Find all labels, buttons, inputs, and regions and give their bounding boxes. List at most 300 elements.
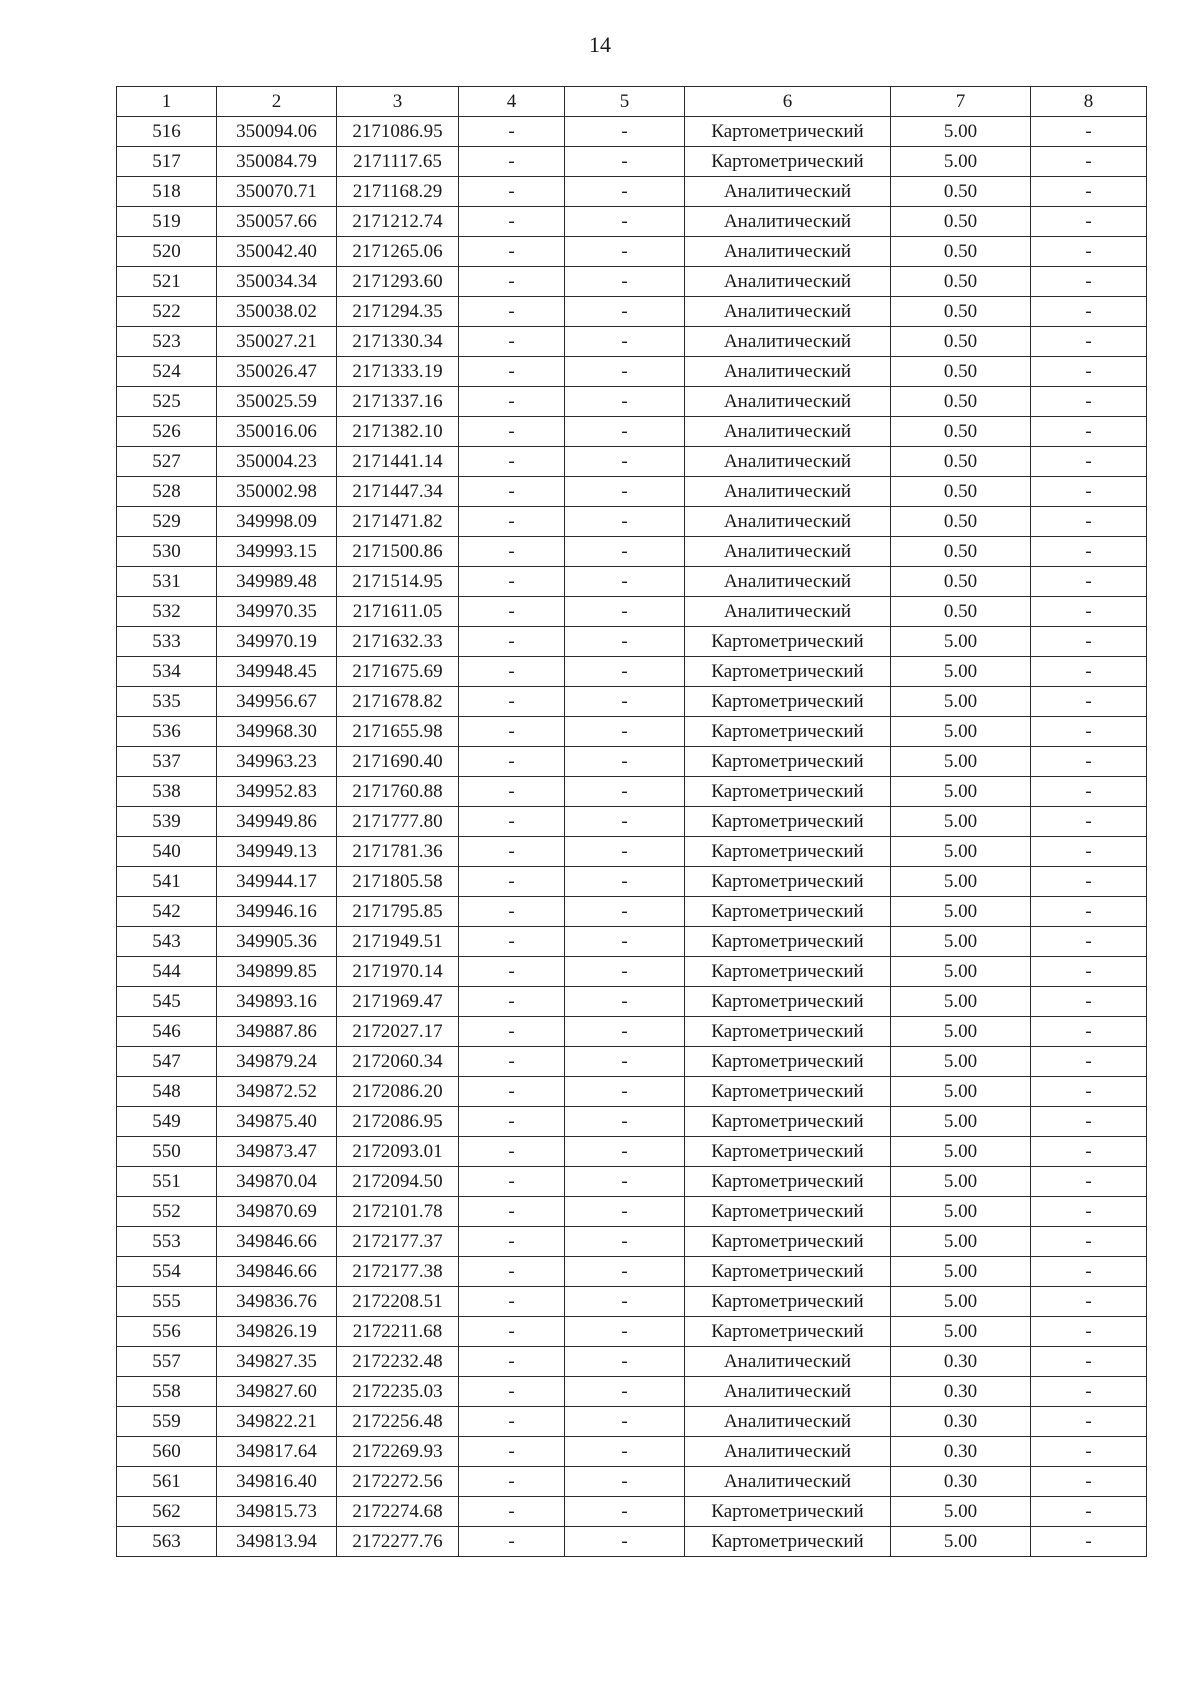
x-coordinate-cell: 350025.59 xyxy=(217,387,337,417)
accuracy-cell: 5.00 xyxy=(891,927,1031,957)
x-coordinate-cell: 349944.17 xyxy=(217,867,337,897)
table-row xyxy=(117,417,1147,447)
column-8-cell: - xyxy=(1031,147,1147,177)
table-row xyxy=(117,717,1147,747)
accuracy-cell: 0.50 xyxy=(891,267,1031,297)
column-4-cell: - xyxy=(459,417,565,447)
method-cell: Картометрический xyxy=(685,987,891,1017)
column-8-cell: - xyxy=(1031,777,1147,807)
column-8-cell: - xyxy=(1031,1107,1147,1137)
method-cell: Аналитический xyxy=(685,327,891,357)
accuracy-cell: 5.00 xyxy=(891,1227,1031,1257)
table-row xyxy=(117,867,1147,897)
x-coordinate-cell: 350094.06 xyxy=(217,117,337,147)
column-8-cell: - xyxy=(1031,897,1147,927)
method-cell: Картометрический xyxy=(685,1077,891,1107)
accuracy-cell: 5.00 xyxy=(891,897,1031,927)
x-coordinate-cell: 349846.66 xyxy=(217,1227,337,1257)
column-4-cell: - xyxy=(459,927,565,957)
x-coordinate-cell: 349827.60 xyxy=(217,1377,337,1407)
table-row xyxy=(117,447,1147,477)
column-5-cell: - xyxy=(565,297,685,327)
column-5-cell: - xyxy=(565,1287,685,1317)
column-8-cell: - xyxy=(1031,1527,1147,1557)
point-number-cell: 533 xyxy=(117,627,217,657)
column-4-cell: - xyxy=(459,147,565,177)
y-coordinate-cell: 2172208.51 xyxy=(337,1287,459,1317)
point-number-cell: 551 xyxy=(117,1167,217,1197)
accuracy-cell: 0.50 xyxy=(891,567,1031,597)
method-cell: Аналитический xyxy=(685,237,891,267)
column-4-cell: - xyxy=(459,357,565,387)
column-4-cell: - xyxy=(459,207,565,237)
x-coordinate-cell: 349870.04 xyxy=(217,1167,337,1197)
point-number-cell: 540 xyxy=(117,837,217,867)
column-8-cell: - xyxy=(1031,327,1147,357)
table-row xyxy=(117,927,1147,957)
accuracy-cell: 0.50 xyxy=(891,237,1031,267)
point-number-cell: 539 xyxy=(117,807,217,837)
method-cell: Аналитический xyxy=(685,267,891,297)
y-coordinate-cell: 2172060.34 xyxy=(337,1047,459,1077)
point-number-cell: 518 xyxy=(117,177,217,207)
table-row xyxy=(117,237,1147,267)
point-number-cell: 520 xyxy=(117,237,217,267)
column-8-cell: - xyxy=(1031,747,1147,777)
column-5-cell: - xyxy=(565,1437,685,1467)
table-row xyxy=(117,207,1147,237)
accuracy-cell: 0.30 xyxy=(891,1347,1031,1377)
x-coordinate-cell: 349998.09 xyxy=(217,507,337,537)
column-8-cell: - xyxy=(1031,927,1147,957)
x-coordinate-cell: 349905.36 xyxy=(217,927,337,957)
point-number-cell: 526 xyxy=(117,417,217,447)
column-8-cell: - xyxy=(1031,837,1147,867)
table-row xyxy=(117,1107,1147,1137)
table-row xyxy=(117,597,1147,627)
column-5-cell: - xyxy=(565,507,685,537)
method-cell: Аналитический xyxy=(685,507,891,537)
x-coordinate-cell: 349813.94 xyxy=(217,1527,337,1557)
column-8-cell: - xyxy=(1031,1437,1147,1467)
point-number-cell: 558 xyxy=(117,1377,217,1407)
x-coordinate-cell: 349815.73 xyxy=(217,1497,337,1527)
column-5-cell: - xyxy=(565,1257,685,1287)
method-cell: Картометрический xyxy=(685,117,891,147)
column-8-cell: - xyxy=(1031,357,1147,387)
x-coordinate-cell: 349875.40 xyxy=(217,1107,337,1137)
x-coordinate-cell: 349816.40 xyxy=(217,1467,337,1497)
column-8-cell: - xyxy=(1031,1257,1147,1287)
table-row xyxy=(117,1467,1147,1497)
column-4-cell: - xyxy=(459,237,565,267)
column-4-cell: - xyxy=(459,837,565,867)
table-row xyxy=(117,1527,1147,1557)
point-number-cell: 556 xyxy=(117,1317,217,1347)
accuracy-cell: 5.00 xyxy=(891,837,1031,867)
x-coordinate-cell: 350004.23 xyxy=(217,447,337,477)
x-coordinate-cell: 350027.21 xyxy=(217,327,337,357)
y-coordinate-cell: 2171514.95 xyxy=(337,567,459,597)
point-number-cell: 550 xyxy=(117,1137,217,1167)
column-4-cell: - xyxy=(459,1377,565,1407)
method-cell: Картометрический xyxy=(685,1197,891,1227)
y-coordinate-cell: 2171675.69 xyxy=(337,657,459,687)
y-coordinate-cell: 2171970.14 xyxy=(337,957,459,987)
y-coordinate-cell: 2172086.20 xyxy=(337,1077,459,1107)
column-4-cell: - xyxy=(459,1257,565,1287)
column-8-cell: - xyxy=(1031,1227,1147,1257)
column-8-cell: - xyxy=(1031,1047,1147,1077)
column-4-cell: - xyxy=(459,177,565,207)
column-4-cell: - xyxy=(459,1287,565,1317)
column-8-cell: - xyxy=(1031,1497,1147,1527)
point-number-cell: 549 xyxy=(117,1107,217,1137)
column-4-cell: - xyxy=(459,1437,565,1467)
point-number-cell: 548 xyxy=(117,1077,217,1107)
method-cell: Картометрический xyxy=(685,1047,891,1077)
column-4-cell: - xyxy=(459,597,565,627)
column-4-cell: - xyxy=(459,447,565,477)
column-header: 5 xyxy=(565,87,685,117)
x-coordinate-cell: 349879.24 xyxy=(217,1047,337,1077)
method-cell: Картометрический xyxy=(685,897,891,927)
y-coordinate-cell: 2171805.58 xyxy=(337,867,459,897)
column-5-cell: - xyxy=(565,267,685,297)
y-coordinate-cell: 2172232.48 xyxy=(337,1347,459,1377)
y-coordinate-cell: 2171293.60 xyxy=(337,267,459,297)
point-number-cell: 516 xyxy=(117,117,217,147)
method-cell: Аналитический xyxy=(685,297,891,327)
column-5-cell: - xyxy=(565,1107,685,1137)
y-coordinate-cell: 2171969.47 xyxy=(337,987,459,1017)
column-8-cell: - xyxy=(1031,957,1147,987)
point-number-cell: 559 xyxy=(117,1407,217,1437)
column-8-cell: - xyxy=(1031,267,1147,297)
y-coordinate-cell: 2171265.06 xyxy=(337,237,459,267)
y-coordinate-cell: 2172177.37 xyxy=(337,1227,459,1257)
x-coordinate-cell: 349887.86 xyxy=(217,1017,337,1047)
x-coordinate-cell: 349993.15 xyxy=(217,537,337,567)
y-coordinate-cell: 2171330.34 xyxy=(337,327,459,357)
table-row xyxy=(117,1167,1147,1197)
accuracy-cell: 5.00 xyxy=(891,777,1031,807)
point-number-cell: 560 xyxy=(117,1437,217,1467)
column-header: 4 xyxy=(459,87,565,117)
accuracy-cell: 0.50 xyxy=(891,387,1031,417)
x-coordinate-cell: 349822.21 xyxy=(217,1407,337,1437)
x-coordinate-cell: 349949.13 xyxy=(217,837,337,867)
table-row xyxy=(117,1407,1147,1437)
method-cell: Картометрический xyxy=(685,1227,891,1257)
column-5-cell: - xyxy=(565,747,685,777)
column-8-cell: - xyxy=(1031,387,1147,417)
accuracy-cell: 5.00 xyxy=(891,1197,1031,1227)
point-number-cell: 525 xyxy=(117,387,217,417)
table-row xyxy=(117,957,1147,987)
y-coordinate-cell: 2171333.19 xyxy=(337,357,459,387)
y-coordinate-cell: 2171337.16 xyxy=(337,387,459,417)
table-row xyxy=(117,267,1147,297)
accuracy-cell: 5.00 xyxy=(891,1497,1031,1527)
method-cell: Аналитический xyxy=(685,567,891,597)
x-coordinate-cell: 349870.69 xyxy=(217,1197,337,1227)
column-4-cell: - xyxy=(459,1497,565,1527)
column-4-cell: - xyxy=(459,537,565,567)
x-coordinate-cell: 349946.16 xyxy=(217,897,337,927)
point-number-cell: 530 xyxy=(117,537,217,567)
column-5-cell: - xyxy=(565,1047,685,1077)
accuracy-cell: 5.00 xyxy=(891,987,1031,1017)
point-number-cell: 529 xyxy=(117,507,217,537)
column-8-cell: - xyxy=(1031,1137,1147,1167)
column-header: 3 xyxy=(337,87,459,117)
point-number-cell: 531 xyxy=(117,567,217,597)
column-8-cell: - xyxy=(1031,237,1147,267)
accuracy-cell: 5.00 xyxy=(891,687,1031,717)
y-coordinate-cell: 2171447.34 xyxy=(337,477,459,507)
y-coordinate-cell: 2172277.76 xyxy=(337,1527,459,1557)
column-5-cell: - xyxy=(565,657,685,687)
accuracy-cell: 0.50 xyxy=(891,357,1031,387)
table-row xyxy=(117,147,1147,177)
column-5-cell: - xyxy=(565,177,685,207)
table-row xyxy=(117,117,1147,147)
column-5-cell: - xyxy=(565,1317,685,1347)
point-number-cell: 538 xyxy=(117,777,217,807)
x-coordinate-cell: 350057.66 xyxy=(217,207,337,237)
method-cell: Аналитический xyxy=(685,537,891,567)
column-8-cell: - xyxy=(1031,807,1147,837)
y-coordinate-cell: 2172101.78 xyxy=(337,1197,459,1227)
table-row xyxy=(117,657,1147,687)
column-4-cell: - xyxy=(459,297,565,327)
x-coordinate-cell: 349826.19 xyxy=(217,1317,337,1347)
column-5-cell: - xyxy=(565,1017,685,1047)
x-coordinate-cell: 349817.64 xyxy=(217,1437,337,1467)
accuracy-cell: 0.50 xyxy=(891,297,1031,327)
column-8-cell: - xyxy=(1031,717,1147,747)
column-5-cell: - xyxy=(565,927,685,957)
x-coordinate-cell: 349970.19 xyxy=(217,627,337,657)
accuracy-cell: 0.50 xyxy=(891,327,1031,357)
point-number-cell: 535 xyxy=(117,687,217,717)
column-4-cell: - xyxy=(459,1017,565,1047)
accuracy-cell: 5.00 xyxy=(891,1017,1031,1047)
column-4-cell: - xyxy=(459,657,565,687)
table-row xyxy=(117,1437,1147,1467)
y-coordinate-cell: 2171795.85 xyxy=(337,897,459,927)
method-cell: Картометрический xyxy=(685,957,891,987)
method-cell: Аналитический xyxy=(685,387,891,417)
x-coordinate-cell: 350034.34 xyxy=(217,267,337,297)
method-cell: Картометрический xyxy=(685,807,891,837)
column-8-cell: - xyxy=(1031,687,1147,717)
table-row xyxy=(117,477,1147,507)
column-4-cell: - xyxy=(459,117,565,147)
y-coordinate-cell: 2171471.82 xyxy=(337,507,459,537)
method-cell: Картометрический xyxy=(685,777,891,807)
column-8-cell: - xyxy=(1031,1077,1147,1107)
method-cell: Картометрический xyxy=(685,867,891,897)
y-coordinate-cell: 2171949.51 xyxy=(337,927,459,957)
accuracy-cell: 5.00 xyxy=(891,1077,1031,1107)
column-4-cell: - xyxy=(459,1077,565,1107)
method-cell: Картометрический xyxy=(685,1137,891,1167)
x-coordinate-cell: 349956.67 xyxy=(217,687,337,717)
method-cell: Аналитический xyxy=(685,1467,891,1497)
x-coordinate-cell: 350084.79 xyxy=(217,147,337,177)
column-5-cell: - xyxy=(565,1527,685,1557)
method-cell: Картометрический xyxy=(685,1257,891,1287)
column-5-cell: - xyxy=(565,1497,685,1527)
accuracy-cell: 5.00 xyxy=(891,1317,1031,1347)
x-coordinate-cell: 350038.02 xyxy=(217,297,337,327)
table-body xyxy=(117,117,1147,1557)
table-row xyxy=(117,1077,1147,1107)
column-5-cell: - xyxy=(565,387,685,417)
column-5-cell: - xyxy=(565,117,685,147)
x-coordinate-cell: 350026.47 xyxy=(217,357,337,387)
method-cell: Картометрический xyxy=(685,837,891,867)
y-coordinate-cell: 2171168.29 xyxy=(337,177,459,207)
accuracy-cell: 5.00 xyxy=(891,1167,1031,1197)
point-number-cell: 534 xyxy=(117,657,217,687)
column-8-cell: - xyxy=(1031,867,1147,897)
table-row xyxy=(117,1377,1147,1407)
column-8-cell: - xyxy=(1031,177,1147,207)
column-5-cell: - xyxy=(565,807,685,837)
column-8-cell: - xyxy=(1031,1167,1147,1197)
table-row xyxy=(117,897,1147,927)
column-8-cell: - xyxy=(1031,1197,1147,1227)
column-8-cell: - xyxy=(1031,207,1147,237)
y-coordinate-cell: 2171690.40 xyxy=(337,747,459,777)
y-coordinate-cell: 2171777.80 xyxy=(337,807,459,837)
accuracy-cell: 0.30 xyxy=(891,1467,1031,1497)
column-5-cell: - xyxy=(565,417,685,447)
table-row xyxy=(117,327,1147,357)
column-4-cell: - xyxy=(459,567,565,597)
point-number-cell: 562 xyxy=(117,1497,217,1527)
column-5-cell: - xyxy=(565,1407,685,1437)
column-4-cell: - xyxy=(459,507,565,537)
column-4-cell: - xyxy=(459,717,565,747)
x-coordinate-cell: 349836.76 xyxy=(217,1287,337,1317)
column-5-cell: - xyxy=(565,1167,685,1197)
accuracy-cell: 0.50 xyxy=(891,207,1031,237)
column-4-cell: - xyxy=(459,1347,565,1377)
point-number-cell: 544 xyxy=(117,957,217,987)
point-number-cell: 546 xyxy=(117,1017,217,1047)
column-8-cell: - xyxy=(1031,657,1147,687)
x-coordinate-cell: 350002.98 xyxy=(217,477,337,507)
accuracy-cell: 0.50 xyxy=(891,597,1031,627)
table-row xyxy=(117,1227,1147,1257)
table-row xyxy=(117,1257,1147,1287)
table-row xyxy=(117,1347,1147,1377)
column-4-cell: - xyxy=(459,327,565,357)
column-5-cell: - xyxy=(565,447,685,477)
y-coordinate-cell: 2171086.95 xyxy=(337,117,459,147)
point-number-cell: 519 xyxy=(117,207,217,237)
point-number-cell: 557 xyxy=(117,1347,217,1377)
column-5-cell: - xyxy=(565,987,685,1017)
column-5-cell: - xyxy=(565,477,685,507)
accuracy-cell: 0.30 xyxy=(891,1437,1031,1467)
column-header: 8 xyxy=(1031,87,1147,117)
point-number-cell: 524 xyxy=(117,357,217,387)
point-number-cell: 527 xyxy=(117,447,217,477)
accuracy-cell: 5.00 xyxy=(891,117,1031,147)
point-number-cell: 543 xyxy=(117,927,217,957)
column-5-cell: - xyxy=(565,1197,685,1227)
x-coordinate-cell: 349970.35 xyxy=(217,597,337,627)
column-header: 6 xyxy=(685,87,891,117)
point-number-cell: 555 xyxy=(117,1287,217,1317)
column-5-cell: - xyxy=(565,1137,685,1167)
column-header: 1 xyxy=(117,87,217,117)
accuracy-cell: 5.00 xyxy=(891,1137,1031,1167)
method-cell: Картометрический xyxy=(685,1527,891,1557)
table-row xyxy=(117,837,1147,867)
column-4-cell: - xyxy=(459,387,565,417)
column-header: 2 xyxy=(217,87,337,117)
page-number: 14 xyxy=(589,32,611,57)
table-row xyxy=(117,1197,1147,1227)
column-5-cell: - xyxy=(565,1467,685,1497)
accuracy-cell: 0.50 xyxy=(891,507,1031,537)
column-header: 7 xyxy=(891,87,1031,117)
method-cell: Картометрический xyxy=(685,657,891,687)
table-row xyxy=(117,537,1147,567)
x-coordinate-cell: 349846.66 xyxy=(217,1257,337,1287)
column-5-cell: - xyxy=(565,777,685,807)
column-5-cell: - xyxy=(565,207,685,237)
y-coordinate-cell: 2171212.74 xyxy=(337,207,459,237)
column-8-cell: - xyxy=(1031,987,1147,1017)
y-coordinate-cell: 2172211.68 xyxy=(337,1317,459,1347)
column-5-cell: - xyxy=(565,327,685,357)
x-coordinate-cell: 349949.86 xyxy=(217,807,337,837)
y-coordinate-cell: 2171611.05 xyxy=(337,597,459,627)
accuracy-cell: 5.00 xyxy=(891,1527,1031,1557)
column-8-cell: - xyxy=(1031,507,1147,537)
point-number-cell: 517 xyxy=(117,147,217,177)
point-number-cell: 553 xyxy=(117,1227,217,1257)
y-coordinate-cell: 2172269.93 xyxy=(337,1437,459,1467)
point-number-cell: 523 xyxy=(117,327,217,357)
table-row xyxy=(117,297,1147,327)
column-4-cell: - xyxy=(459,897,565,927)
table-row xyxy=(117,177,1147,207)
y-coordinate-cell: 2171760.88 xyxy=(337,777,459,807)
column-8-cell: - xyxy=(1031,1017,1147,1047)
point-number-cell: 521 xyxy=(117,267,217,297)
y-coordinate-cell: 2172272.56 xyxy=(337,1467,459,1497)
column-4-cell: - xyxy=(459,1167,565,1197)
column-4-cell: - xyxy=(459,1137,565,1167)
column-5-cell: - xyxy=(565,357,685,387)
method-cell: Аналитический xyxy=(685,207,891,237)
method-cell: Аналитический xyxy=(685,447,891,477)
accuracy-cell: 5.00 xyxy=(891,1047,1031,1077)
method-cell: Аналитический xyxy=(685,1437,891,1467)
column-5-cell: - xyxy=(565,147,685,177)
accuracy-cell: 5.00 xyxy=(891,1257,1031,1287)
column-4-cell: - xyxy=(459,987,565,1017)
column-8-cell: - xyxy=(1031,1317,1147,1347)
